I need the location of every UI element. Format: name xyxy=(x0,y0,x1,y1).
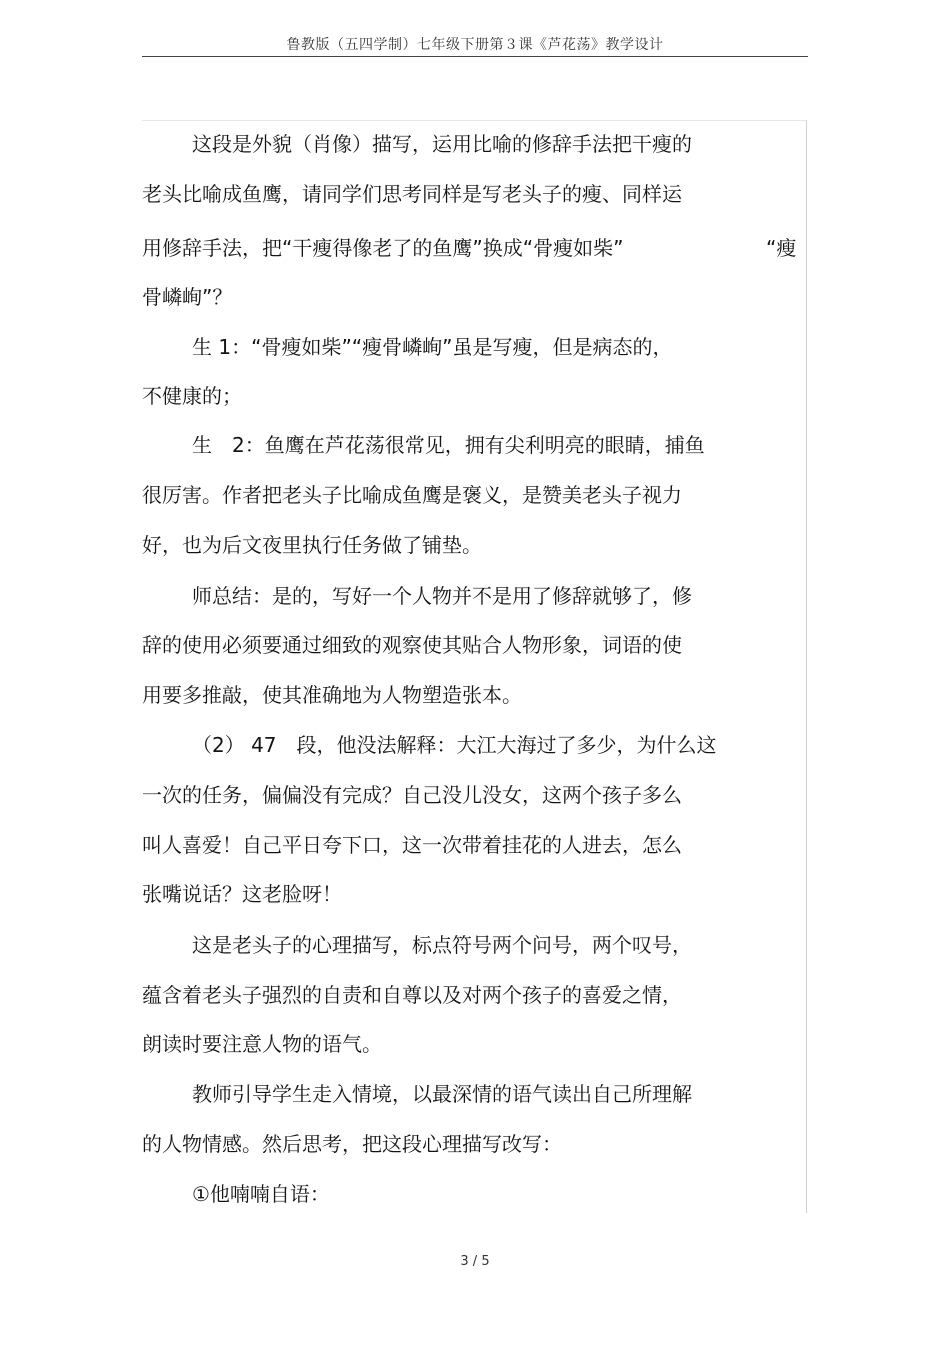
text-line: 老头比喻成鱼鹰，请同学们思考同样是写老头子的瘦、同样运 xyxy=(142,182,682,206)
text-line: 一次的任务，偏偏没有完成？自己没儿没女，这两个孩子多么 xyxy=(142,783,682,807)
text-line: 朗读时要注意人物的语气。 xyxy=(142,1032,382,1056)
text-line: 蕴含着老头子强烈的自责和自尊以及对两个孩子的喜爱之情， xyxy=(142,983,682,1007)
text-line: 骨嶙峋”？ xyxy=(142,285,233,309)
text-line: 用要多推敲，使其准确地为人物塑造张本。 xyxy=(142,683,522,707)
text-line-fragment: “瘦 xyxy=(766,236,797,260)
text-line: 生 1：“骨瘦如柴”“瘦骨嶙峋”虽是写瘦，但是病态的， xyxy=(192,335,673,359)
text-line: 辞的使用必须要通过细致的观察使其贴合人物形象，词语的使 xyxy=(142,633,682,657)
text-line: 张嘴说话？这老脸呀！ xyxy=(142,882,342,906)
text-line: 的人物情感。然后思考，把这段心理描写改写： xyxy=(142,1132,562,1156)
text-line: 这是老头子的心理描写，标点符号两个问号，两个叹号， xyxy=(192,933,692,957)
text-line: 很厉害。作者把老头子比喻成鱼鹰是褒义，是赞美老头子视力 xyxy=(142,483,682,507)
text-line: 叫人喜爱！自己平日夸下口，这一次带着挂花的人进去，怎么 xyxy=(142,833,682,857)
text-line: 这段是外貌（肖像）描写，运用比喻的修辞手法把干瘦的 xyxy=(192,132,692,156)
header-divider xyxy=(142,56,808,57)
page-header: 鲁教版（五四学制）七年级下册第３课《芦花荡》教学设计 xyxy=(286,37,664,53)
text-line: ①他喃喃自语： xyxy=(192,1182,330,1206)
text-line: 用修辞手法，把“干瘦得像老了的鱼鹰”换成“骨瘦如柴” xyxy=(142,236,624,260)
text-line: 教师引导学生走入情境，以最深情的语气读出自己所理解 xyxy=(192,1082,692,1106)
text-line: 不健康的； xyxy=(142,384,242,408)
page-number: 3 / 5 xyxy=(460,1254,490,1269)
text-line: 好，也为后文夜里执行任务做了铺垫。 xyxy=(142,533,482,557)
text-line: 师总结：是的，写好一个人物并不是用了修辞就够了，修 xyxy=(192,584,692,608)
text-line: （2） 47 段，他没法解释：大江大海过了多少，为什么这 xyxy=(192,733,717,757)
text-line: 生 2：鱼鹰在芦花荡很常见，拥有尖利明亮的眼睛，捕鱼 xyxy=(192,433,705,457)
